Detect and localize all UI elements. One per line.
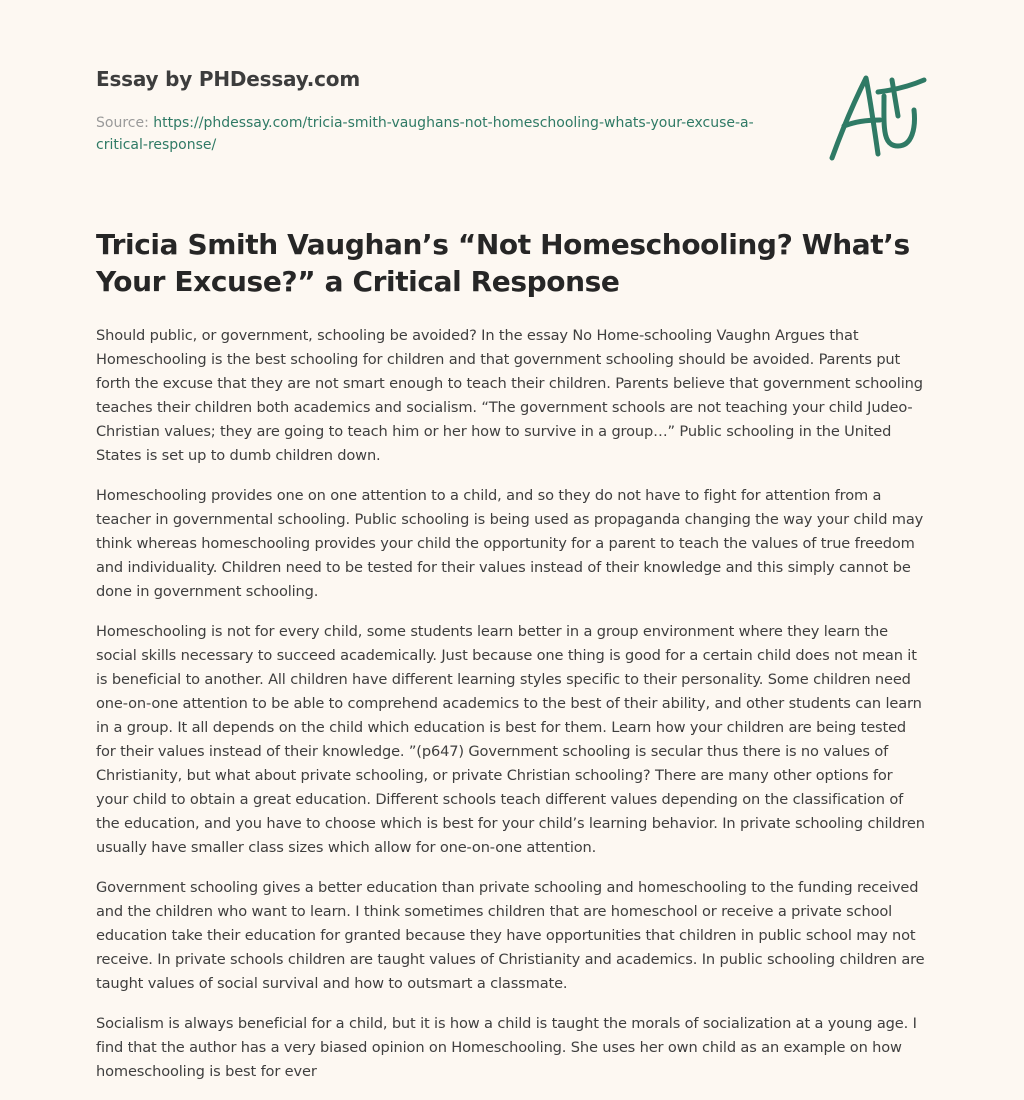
a-plus-grade-icon bbox=[826, 66, 930, 166]
source-line bbox=[96, 112, 756, 156]
source-link[interactable]: https://phdessay.com/tricia-smith-vaughans-not-homeschooling-whats-your-excuse-a-critical-response/ bbox=[96, 115, 754, 153]
paragraph: Government schooling gives a better education than private schooling and homeschooling to the funding received and the children who want to learn. I think sometimes children that are homeschool or receive a private school education take their education for granted because they have opportunities that children in public school may not receive. In private schools children are taught values of Christianity and academics. In public schooling children are taught values of social survival and how to outsmart a classmate. bbox=[96, 879, 925, 992]
source-label: Source: bbox=[96, 115, 149, 131]
article-title: Tricia Smith Vaughan’s “Not Homeschooling? What’s Your Excuse?” a Critical Response bbox=[96, 228, 910, 298]
paragraph: Socialism is always beneficial for a child, but it is how a child is taught the morals of socialization at a young age. I find that the author has a very biased opinion on Homeschooling. She uses her own child as an example on how homeschooling is best for ever bbox=[96, 1015, 917, 1080]
paragraph: Homeschooling is not for every child, some students learn better in a group environment where they learn the social skills necessary to succeed academically. Just because one thing is good for a certain child does not mean it is beneficial to another. All children have different learning styles specific to their personality. Some children need one-on-one attention to be able to comprehend academics to the best of their ability, and other students can learn in a group. It all depends on the child which education is best for them. Learn how your children are being tested for their values instead of their knowledge. ”(p647) Government schooling is secular thus there is no values of Christianity, but what about private schooling, or private Christian schooling? There are many other options for your child to obtain a great education. Different schools teach different values depending on the classification of the education, and you have to choose which is best for your child’s learning behavior. In private schooling children usually have smaller class sizes which allow for one-on-one attention. bbox=[96, 623, 925, 856]
site-brand: Essay by PHDessay.com bbox=[96, 67, 360, 91]
article-body bbox=[96, 324, 928, 1100]
paragraph: Homeschooling provides one on one attention to a child, and so they do not have to fight for attention from a teacher in governmental schooling. Public schooling is being used as propaganda changing the way your child may think whereas homeschooling provides your child the opportunity for a parent to teach the values of true freedom and individuality. Children need to be tested for their values instead of their knowledge and this simply cannot be done in government schooling. bbox=[96, 487, 924, 600]
paragraph: Should public, or government, schooling be avoided? In the essay No Home-schooling Vaughn Argues that Homeschooling is the best schooling for children and that government schooling should be avoided. Parents put forth the excuse that they are not smart enough to teach their children. Parents believe that government schooling teaches their children both academics and socialism. “The government schools are not teaching your child Judeo-Christian values; they are going to teach him or her how to survive in a group…” Public schooling in the United States is set up to dumb children down. bbox=[96, 327, 923, 464]
